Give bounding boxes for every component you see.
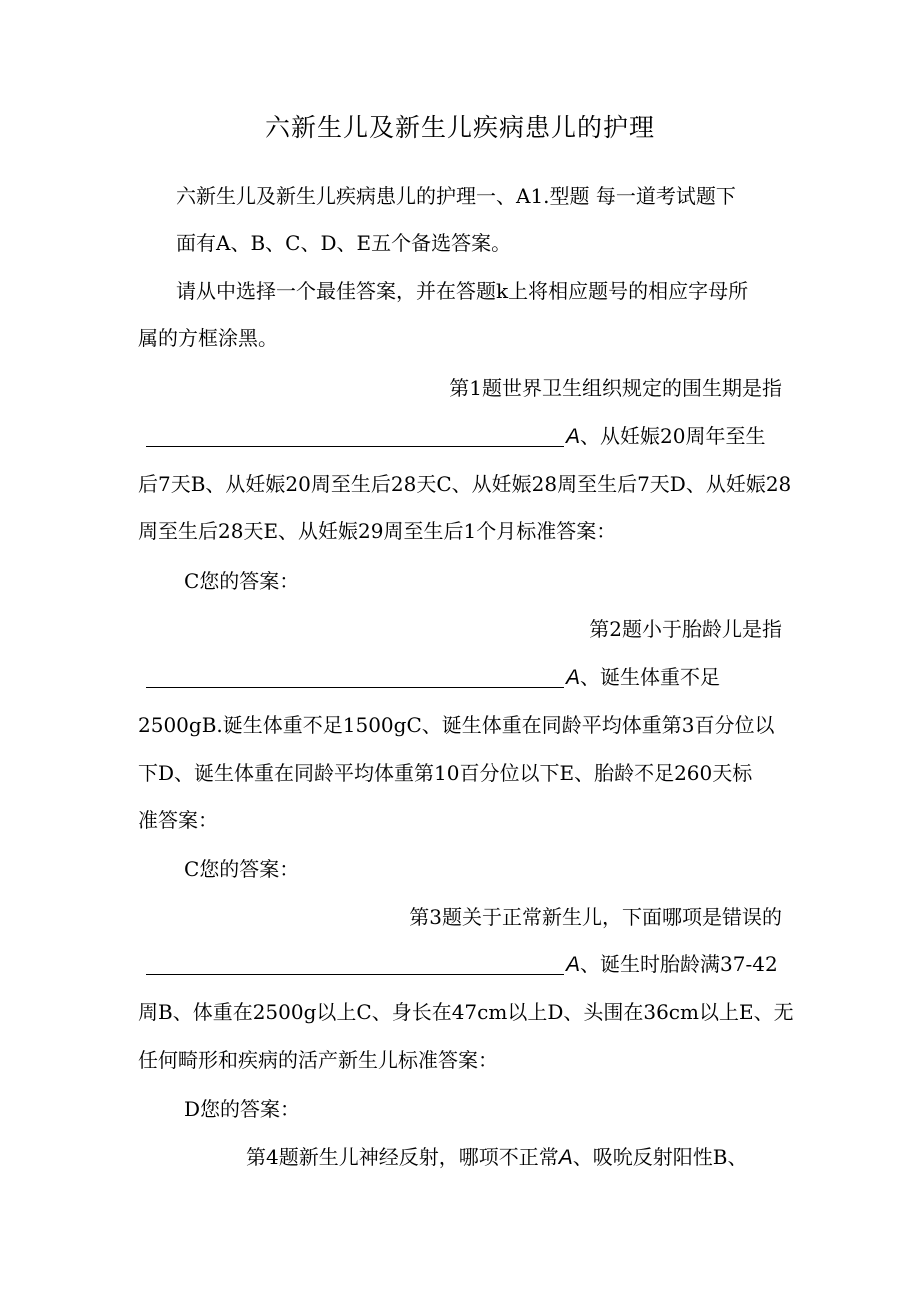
option-a-mark: A [566,953,581,976]
question-3-answer: D您的答案： [184,1097,301,1121]
question-3-line-3: 任何畸形和疾病的活产新生儿标准答案： [138,1048,498,1072]
question-3-line-2: 周B、体重在2500g以上C、身长在47cm以上D、头围在36cm以上E、无 [138,1000,794,1024]
option-a-text: 、从妊娠20周年至生 [580,424,766,448]
question-3-option-a [566,949,778,980]
question-2-option-a [566,662,720,693]
option-a-mark: A [558,1146,573,1169]
question-1-option-a [566,421,765,452]
question-1-answer-blank [146,446,564,447]
question-1-line-3: 周至生后28天E、从妊娠29周至生后1个月标准答案： [138,519,617,543]
intro-line-2: 面有A、B、C、D、E五个备选答案。 [176,231,512,255]
question-2-line-4: 准答案： [138,808,218,832]
question-2-header: 第2题小于胎龄儿是指 [589,617,782,641]
option-a-mark: A [566,425,581,448]
question-2-answer-blank [146,687,564,688]
question-1-header: 第1题世界卫生组织规定的围生期是指 [449,376,782,400]
question-2-answer: C您的答案： [184,857,300,881]
option-a-text: 、吸吮反射阳性B、 [572,1145,748,1169]
intro-line-4: 属的方框涂黑。 [138,326,278,350]
intro-line-3: 请从中选择一个最佳答案，并在答题k上将相应题号的相应字母所 [176,279,749,303]
question-3-header: 第3题关于正常新生儿，下面哪项是错误的 [409,905,782,929]
question-2-line-2: 2500gB.诞生体重不足1500gC、诞生体重在同龄平均体重第3百分位以 [138,713,775,737]
option-a-mark: A [566,666,581,689]
document-title: 六新生儿及新生儿疾病患儿的护理 [264,113,655,142]
option-a-text: 、诞生时胎龄满37-42 [580,952,778,976]
question-2-line-3: 下D、诞生体重在同龄平均体重第10百分位以下E、胎龄不足260天标 [138,761,753,785]
intro-line-1: 六新生儿及新生儿疾病患儿的护理一、A1.型题 每一道考试题下 [176,184,736,208]
question-4-header-line [246,1142,747,1173]
question-4-header: 第4题新生儿神经反射，哪项不正常 [246,1145,559,1169]
question-3-answer-blank [146,974,564,975]
question-1-answer: C您的答案： [184,569,300,593]
question-1-line-2: 后7天B、从妊娠20周至生后28天C、从妊娠28周至生后7天D、从妊娠28 [138,472,792,496]
option-a-text: 、诞生体重不足 [580,665,721,689]
